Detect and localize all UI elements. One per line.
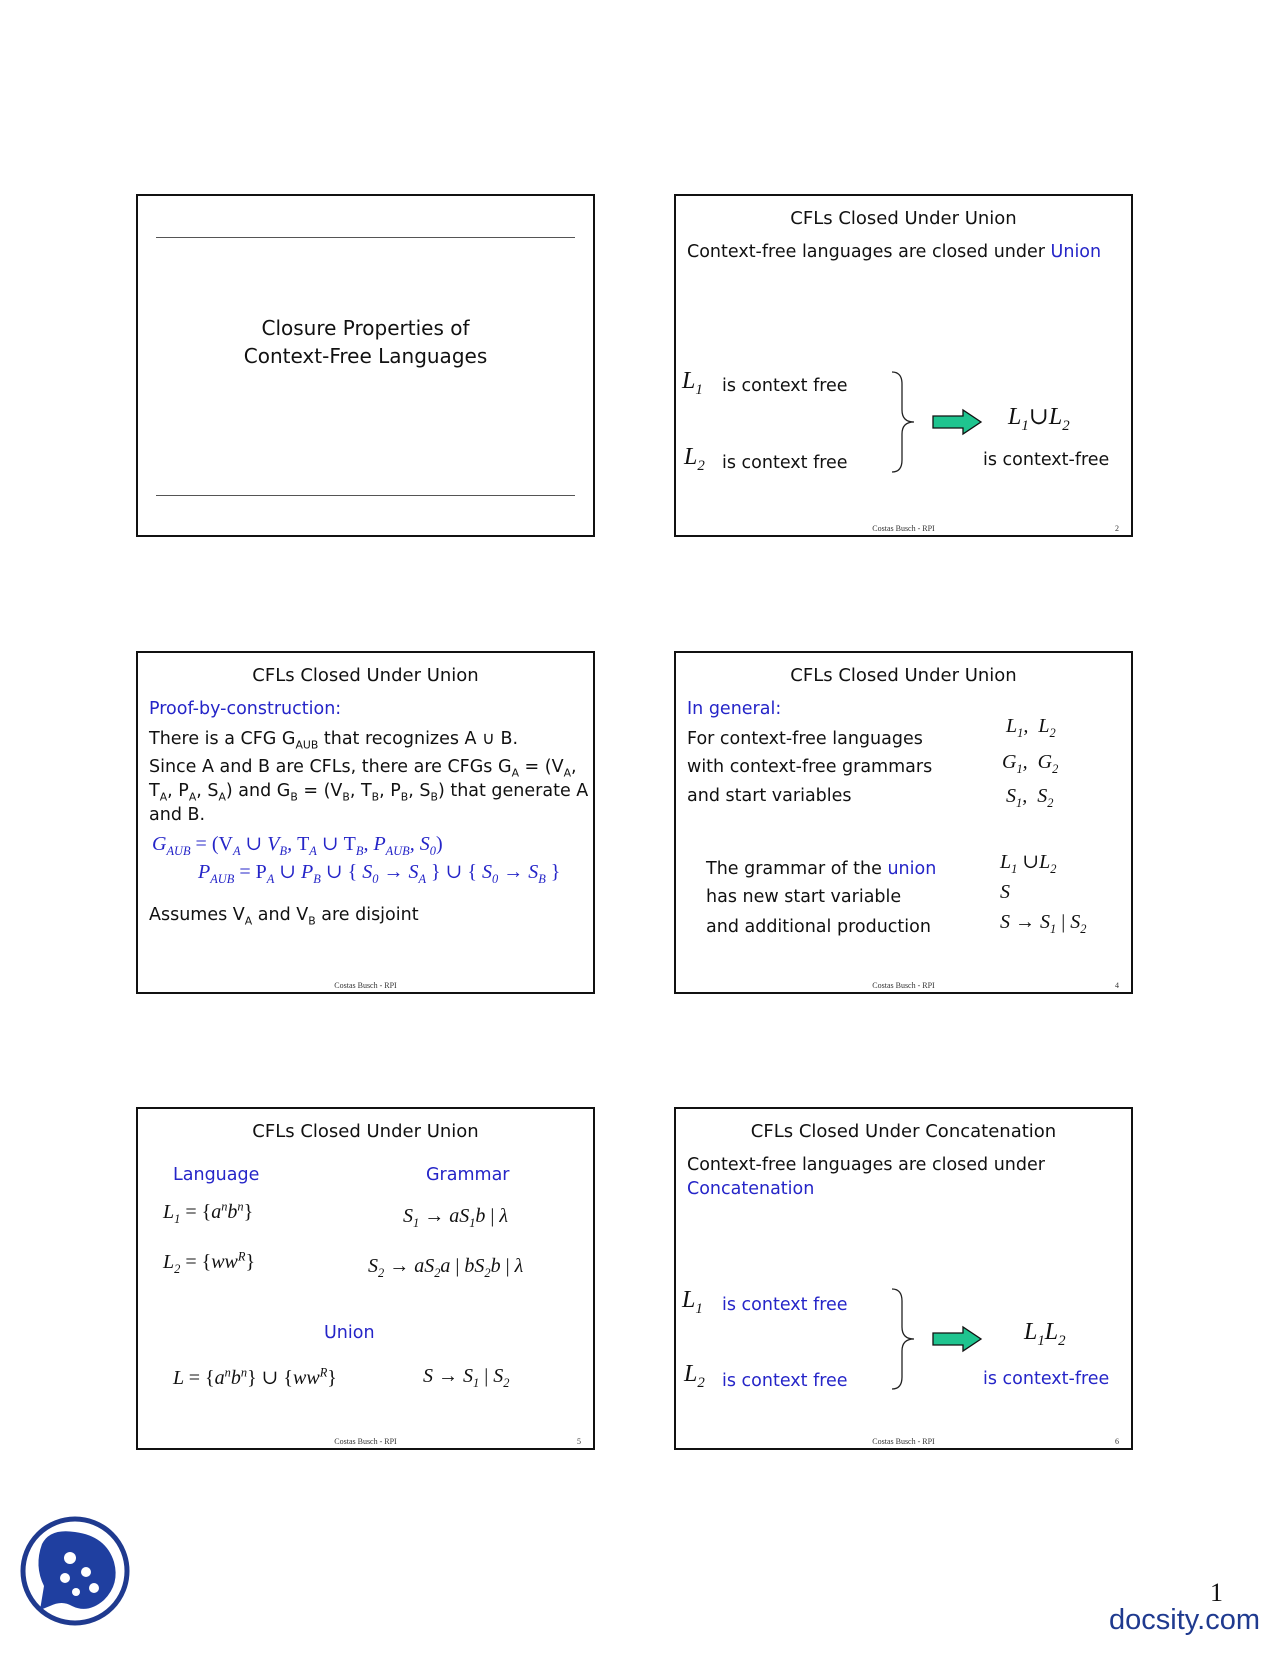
row-new-start: has new start variable <box>706 887 902 907</box>
proof-line-2: Since A and B are CFLs, there are CFGs $G_A = (V_A$, $T_A$, $P_A$, $S_A$) and $G_B = (V_B$, $T_B$, $P_B$, $S_B$) that generate A and B. <box>149 757 589 825</box>
row-start-vars: and start variables <box>687 786 852 806</box>
slide-title: CFLs Closed Under Union <box>790 208 1017 229</box>
math-new-start: S <box>1000 881 1010 903</box>
grammar-definition: $G_{AUB} = (V_A$ ∪ $V_B$, $T_A$ ∪ $T_B$, $P_{AUB}$, $S_0$) <box>152 833 443 858</box>
docsity-logo-icon <box>20 1516 130 1626</box>
row-languages: For context-free languages <box>687 729 923 749</box>
intro-highlight: Concatenation <box>687 1179 815 1199</box>
bottom-rule <box>156 495 575 496</box>
slide-number: 5 <box>577 1437 581 1446</box>
result-text: is context-free <box>983 1369 1110 1389</box>
right-brace <box>890 370 920 474</box>
slide-title: CFLs Closed Under Concatenation <box>750 1121 1057 1142</box>
l2-symbol: $L_2$ <box>684 1361 705 1391</box>
l2-text: is context free <box>722 453 848 473</box>
proof-line-1: There is a CFG $G_{AUB}$ that recognizes A ∪ B. <box>149 729 519 752</box>
language-l1: $L_1 = \{a^nb^n\}$ <box>163 1199 254 1226</box>
math-languages: $L_1$, $L_2$ <box>1006 715 1056 740</box>
union-label: Union <box>324 1323 375 1343</box>
production-definition: $P_{AUB} = P_A$ ∪ $P_B$ ∪ { $S_0 \to S_A$ } ∪ { $S_0 \to S_B$ } <box>198 861 561 886</box>
slide-6 <box>674 1107 1133 1450</box>
slide-number: 2 <box>1115 524 1119 533</box>
footer: Costas Busch - RPI <box>334 981 397 990</box>
implies-arrow <box>931 408 983 436</box>
slide-4 <box>674 651 1133 994</box>
slide-number: 4 <box>1115 981 1119 990</box>
footer: Costas Busch - RPI <box>872 981 935 990</box>
l1-text: is context free <box>722 376 848 396</box>
l2-text: is context free <box>722 1371 848 1391</box>
grammar-s1: $S_1 \to aS_1b$ | λ <box>403 1205 509 1230</box>
l1-symbol: $L_1$ <box>682 368 703 398</box>
slide-title: CFLs Closed Under Union <box>790 665 1017 686</box>
general-heading: In general: <box>687 699 782 719</box>
slide-2 <box>674 194 1133 537</box>
math-union: $L_1$ $\cup L_2$ <box>1000 851 1057 876</box>
intro-text: Context-free languages are closed under <box>687 1155 1045 1175</box>
union-language: $L = \{a^nb^n\}$ ∪ $\{ww^R\}$ <box>173 1365 337 1389</box>
row-union-grammar: The grammar of the union <box>706 859 937 879</box>
footer: Costas Busch - RPI <box>872 524 935 533</box>
math-production: $S \to S_1$ | $S_2$ <box>1000 911 1087 936</box>
grammar-column-header: Grammar <box>426 1165 510 1185</box>
math-grammars: $G_1$, $G_2$ <box>1002 751 1059 776</box>
intro-text: Context-free languages are closed under Union <box>687 242 1102 262</box>
row-grammars: with context-free grammars <box>687 757 933 777</box>
implies-arrow <box>931 1325 983 1353</box>
language-l2: $L_2 = \{ww^R\}$ <box>163 1249 256 1276</box>
assumption-text: Assumes $V_A$ and $V_B$ are disjoint <box>149 905 419 928</box>
language-column-header: Language <box>173 1165 260 1185</box>
concat-result: $L_1L_2$ <box>1024 1319 1066 1349</box>
l1-symbol: $L_1$ <box>682 1287 703 1317</box>
grammar-s2: $S_2 \to aS_2a$ | $bS_2b$ | λ <box>368 1255 524 1280</box>
docsity-brand-link[interactable]: docsity.com <box>1109 1604 1260 1636</box>
footer: Costas Busch - RPI <box>872 1437 935 1446</box>
l2-symbol: $L_2$ <box>684 444 705 474</box>
math-start-vars: $S_1$, $S_2$ <box>1006 785 1054 810</box>
slide-1 <box>136 194 595 537</box>
page-number: 1 <box>1210 1578 1223 1607</box>
slide-1-title: Closure Properties of Context-Free Languages <box>243 316 488 368</box>
right-brace <box>890 1287 920 1391</box>
result-text: is context-free <box>983 450 1110 470</box>
top-rule <box>156 237 575 238</box>
slide-number: 6 <box>1115 1437 1119 1446</box>
slide-3 <box>136 651 595 994</box>
footer: Costas Busch - RPI <box>334 1437 397 1446</box>
union-result: $L_1\cup L_2$ <box>1008 404 1070 434</box>
row-production: and additional production <box>706 917 931 937</box>
slide-5 <box>136 1107 595 1450</box>
l1-text: is context free <box>722 1295 848 1315</box>
proof-heading: Proof-by-construction: <box>149 699 342 719</box>
slide-title: CFLs Closed Under Union <box>252 1121 479 1142</box>
slide-title: CFLs Closed Under Union <box>252 665 479 686</box>
union-grammar: $S \to S_1$ | $S_2$ <box>423 1365 510 1390</box>
